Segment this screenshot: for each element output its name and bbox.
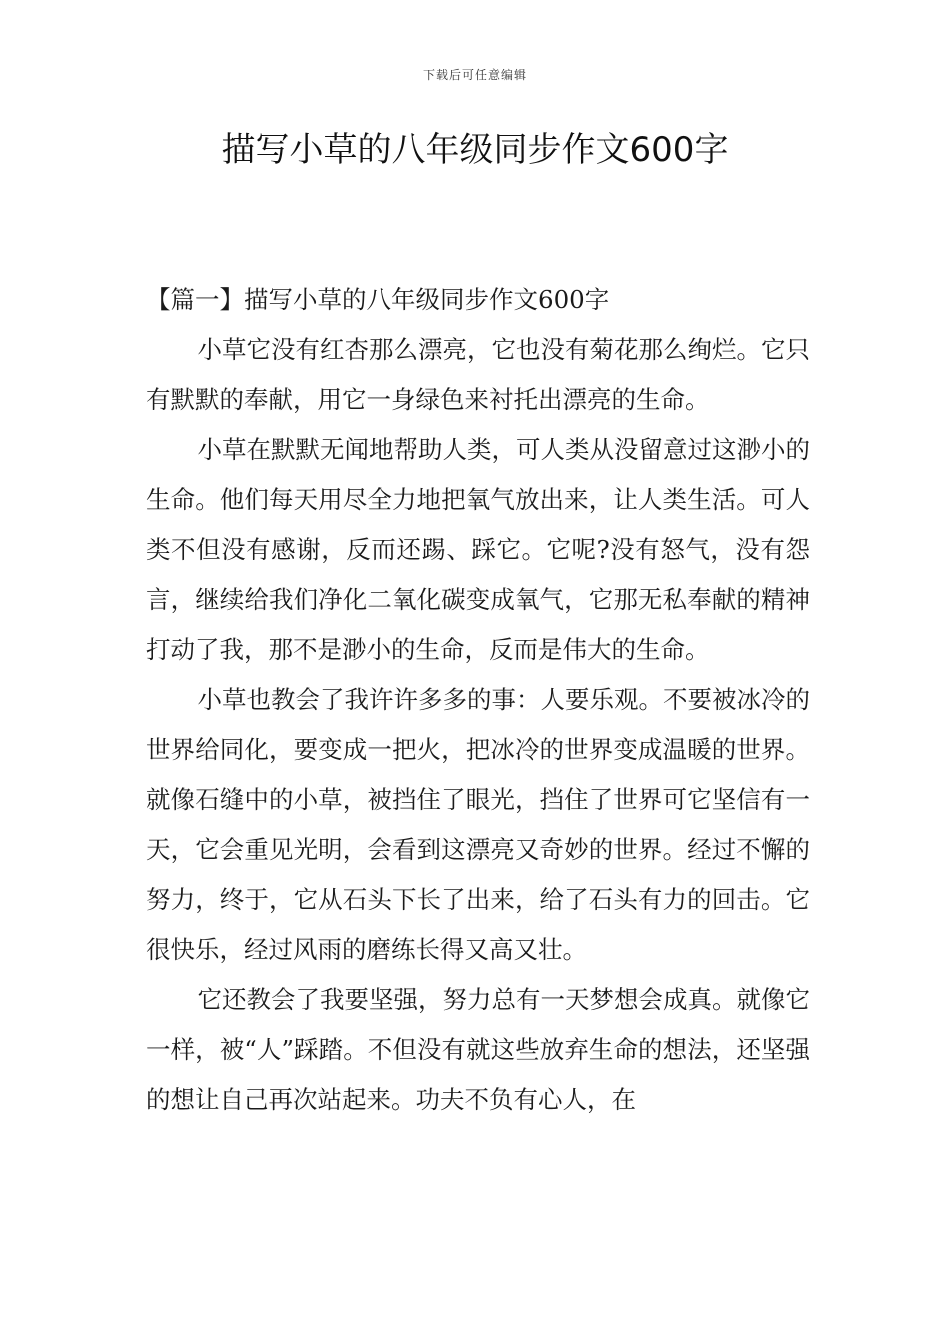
essay-body <box>146 280 810 1125</box>
section-heading: 【篇一】描写小草的八年级同步作文600字 <box>146 285 610 314</box>
document-title: 描写小草的八年级同步作文600字 <box>221 130 729 170</box>
header-note: 下载后可任意编辑 <box>422 68 527 82</box>
paragraph: 小草在默默无闻地帮助人类，可人类从没留意过这渺小的生命。他们每天用尽全力地把氧气放出来，让人类生活。可人类不但没有感谢，反而还踢、踩它。它呢?没有怒气，没有怨言，继续给我们净化二氧化碳变成氧气，它那无私奉献的精神打动了我，那不是渺小的生命，反而是伟大的生命。 <box>146 435 810 664</box>
paragraph: 小草它没有红杏那么漂亮，它也没有菊花那么绚烂。它只有默默的奉献，用它一身绿色来衬托出漂亮的生命。 <box>146 335 810 414</box>
paragraph: 它还教会了我要坚强，努力总有一天梦想会成真。就像它一样，被“人”踩踏。不但没有就这些放弃生命的想法，还坚强的想让自己再次站起来。功夫不负有心人，在 <box>146 985 810 1114</box>
paragraph: 小草也教会了我许许多多的事：人要乐观。不要被冰冷的世界给同化，要变成一把火，把冰冷的世界变成温暖的世界。就像石缝中的小草，被挡住了眼光，挡住了世界可它坚信有一天，它会重见光明，会看到这漂亮又奇妙的世界。经过不懈的努力，终于，它从石头下长了出来，给了石头有力的回击。它很快乐，经过风雨的磨练长得又高又壮。 <box>146 685 810 964</box>
